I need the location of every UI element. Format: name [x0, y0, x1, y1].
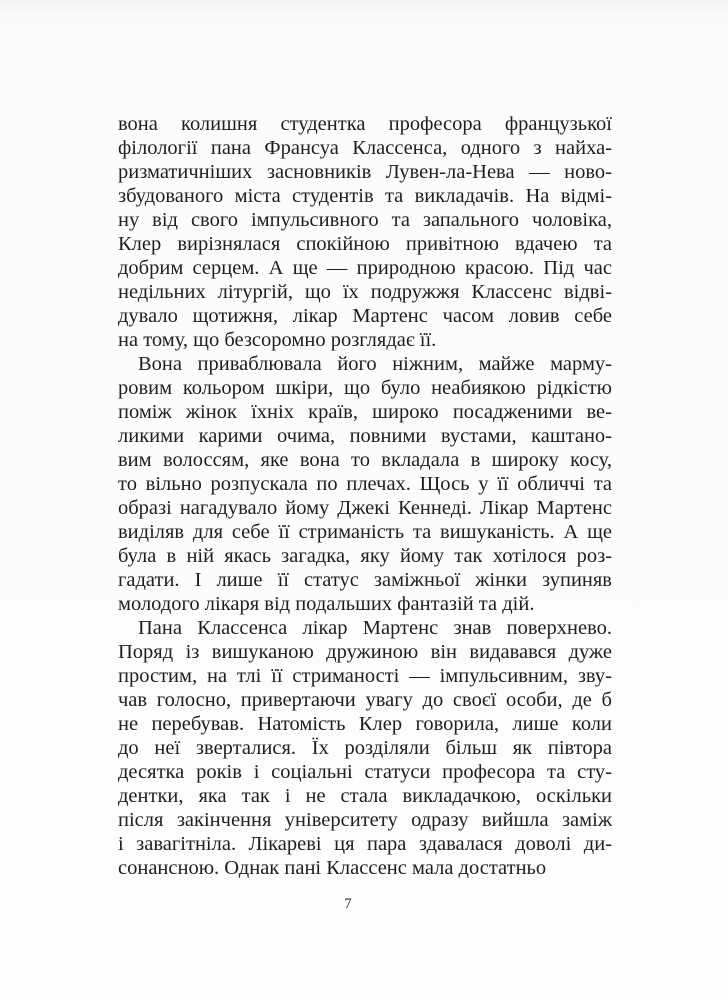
- text-line: то вільно розпускала по плечах. Щось у її обличчі та: [118, 473, 612, 495]
- paragraph: [118, 112, 612, 352]
- page-text: [118, 112, 612, 880]
- text-line: сонансною. Однак пані Классенс мала достатньо: [118, 857, 547, 879]
- text-line: вим волоссям, яке вона то вкладала в широку косу,: [118, 449, 612, 471]
- text-line: виділяв для себе її стриманість та вишуканість. А ще: [118, 521, 612, 543]
- text-line: на тому, що безсоромно розглядає її.: [118, 329, 437, 351]
- text-line: дентки, яка так і не стала викладачкою, оскільки: [118, 785, 612, 807]
- text-line: ризматичніших засновників Лувен-ла-Нева — ново-: [118, 161, 612, 183]
- text-line: добрим серцем. А ще — природною красою. Під час: [118, 257, 612, 279]
- text-line: образі нагадувало йому Джекі Кеннеді. Лікар Мартенс: [118, 497, 612, 519]
- text-line: вона колишня студентка професора французької: [118, 113, 612, 135]
- text-line: філології пана Франсуа Классенса, одного з найха-: [118, 137, 612, 159]
- text-line: Клер вирізнялася спокійною привітною вдачею та: [118, 233, 612, 255]
- paragraph: [118, 616, 612, 880]
- text-line: до неї зверталися. Їх розділяли більш як півтора: [118, 737, 612, 759]
- text-line: поміж жінок їхніх країв, широко посадженими ве-: [118, 401, 612, 423]
- text-line: Пана Классенса лікар Мартенс знав поверхнево.: [138, 617, 612, 639]
- text-line: після закінчення університету одразу вийшла заміж: [118, 809, 612, 831]
- text-line: Вона приваблювала його ніжним, майже марму-: [138, 353, 612, 375]
- text-line: ровим кольором шкіри, що було неабиякою рідкістю: [118, 377, 612, 399]
- text-line: не перебував. Натомість Клер говорила, лише коли: [118, 713, 612, 735]
- text-line: збудованого міста студентів та викладачів. На відмі-: [118, 185, 612, 207]
- text-line: десятка років і соціальні статуси професора та сту-: [118, 761, 612, 783]
- text-line: молодого лікаря від подальших фантазій та дій.: [118, 593, 535, 615]
- text-line: ну від свого імпульсивного та запального чоловіка,: [118, 209, 612, 231]
- page-number: 7: [344, 896, 352, 912]
- text-line: ликими карими очима, повними вустами, каштано-: [118, 425, 612, 447]
- text-line: і завагітніла. Лікареві ця пара здавалася доволі ди-: [118, 833, 612, 855]
- text-line: чав голосно, привертаючи увагу до своєї особи, де б: [118, 689, 612, 711]
- paragraph: [118, 352, 612, 616]
- text-line: простим, на тлі її стриманості — імпульсивним, зву-: [118, 665, 612, 687]
- text-line: дувало щотижня, лікар Мартенс часом ловив себе: [118, 305, 612, 327]
- text-line: була в ній якась загадка, яку йому так хотілося роз-: [118, 545, 612, 567]
- text-line: гадати. І лише її статус заміжньої жінки зупиняв: [118, 569, 612, 591]
- text-line: Поряд із вишуканою дружиною він видавався дуже: [118, 641, 612, 663]
- text-line: недільних літургій, що їх подружжя Классенс відві-: [118, 281, 612, 303]
